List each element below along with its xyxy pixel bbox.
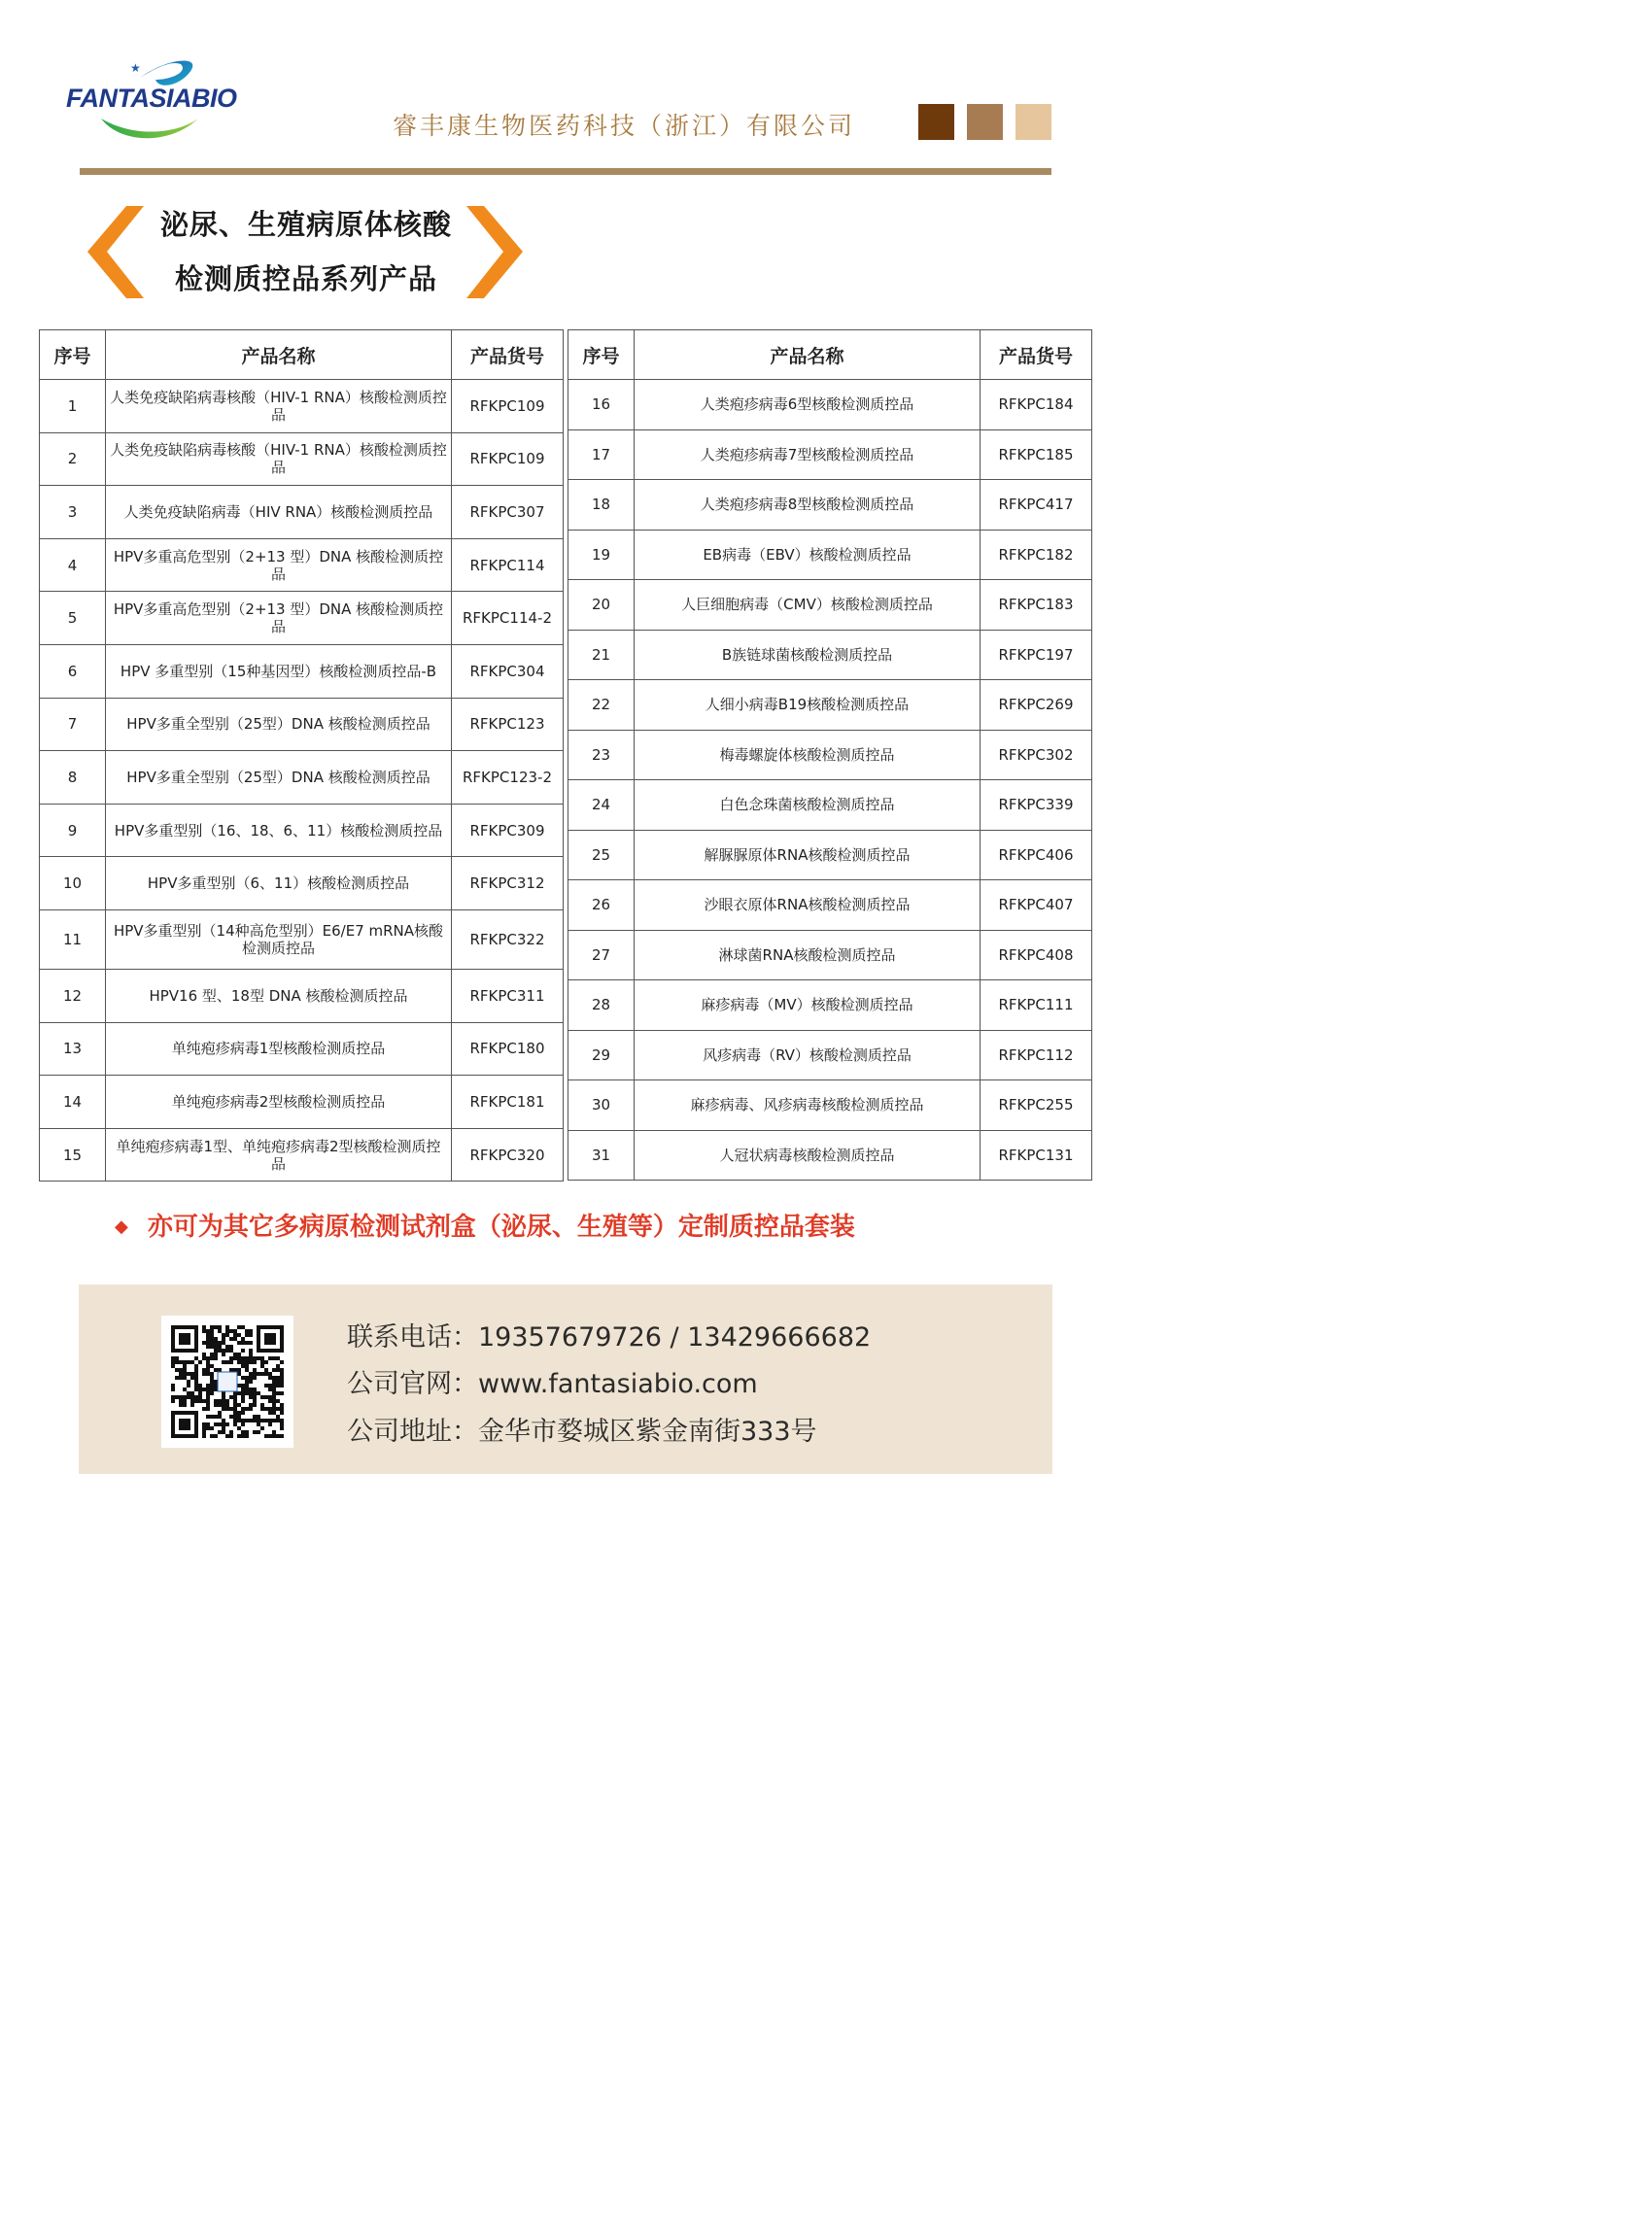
cell-name: 人细小病毒B19核酸检测质控品 — [635, 680, 981, 731]
cell-code: RFKPC309 — [452, 804, 564, 857]
header-code: 产品货号 — [981, 330, 1092, 380]
header-name: 产品名称 — [106, 330, 452, 380]
cell-name: HPV多重高危型别（2+13 型）DNA 核酸检测质控品 — [106, 538, 452, 592]
header-code: 产品货号 — [452, 330, 564, 380]
cell-no: 17 — [568, 429, 635, 480]
cell-no: 15 — [40, 1128, 106, 1182]
table-row — [568, 429, 1092, 480]
diamond-bullet-icon: ◆ — [115, 1216, 128, 1237]
cell-name: 梅毒螺旋体核酸检测质控品 — [635, 730, 981, 780]
table-row — [40, 1128, 564, 1182]
cell-code: RFKPC407 — [981, 880, 1092, 931]
cell-name: HPV多重全型别（25型）DNA 核酸检测质控品 — [106, 751, 452, 805]
svg-text:★: ★ — [130, 61, 141, 75]
table-row — [568, 580, 1092, 631]
cell-no: 14 — [40, 1076, 106, 1129]
table-row — [568, 530, 1092, 580]
cell-code: RFKPC182 — [981, 530, 1092, 580]
cell-no: 10 — [40, 857, 106, 910]
table-row — [40, 1022, 564, 1076]
cell-no: 26 — [568, 880, 635, 931]
cell-code: RFKPC109 — [452, 432, 564, 486]
cell-no: 4 — [40, 538, 106, 592]
cell-no: 27 — [568, 930, 635, 980]
table-row — [40, 857, 564, 910]
cell-name: 人类疱疹病毒8型核酸检测质控品 — [635, 480, 981, 531]
contact-address: 公司地址：金华市婺城区紫金南街333号 — [347, 1417, 817, 1447]
cell-name: 白色念珠菌核酸检测质控品 — [635, 780, 981, 831]
cell-no: 21 — [568, 630, 635, 680]
cell-code: RFKPC311 — [452, 969, 564, 1022]
cell-name: 麻疹病毒（MV）核酸检测质控品 — [635, 980, 981, 1031]
title-line-2: 检测质控品系列产品 — [174, 262, 437, 295]
table-row — [568, 680, 1092, 731]
table-row — [568, 1130, 1092, 1181]
cell-no: 20 — [568, 580, 635, 631]
cell-name: 麻疹病毒、风疹病毒核酸检测质控品 — [635, 1080, 981, 1131]
cell-no: 11 — [40, 909, 106, 969]
cell-no: 7 — [40, 698, 106, 751]
cell-no: 18 — [568, 480, 635, 531]
cell-name: B族链球菌核酸检测质控品 — [635, 630, 981, 680]
page-title — [126, 197, 486, 306]
cell-code: RFKPC320 — [452, 1128, 564, 1182]
header-no: 序号 — [568, 330, 635, 380]
cell-code: RFKPC185 — [981, 429, 1092, 480]
cell-name: 淋球菌RNA核酸检测质控品 — [635, 930, 981, 980]
custom-note — [115, 1207, 855, 1243]
cell-name: HPV多重全型别（25型）DNA 核酸检测质控品 — [106, 698, 452, 751]
cell-name: 人巨细胞病毒（CMV）核酸检测质控品 — [635, 580, 981, 631]
table-row — [568, 780, 1092, 831]
cell-name: 单纯疱疹病毒1型核酸检测质控品 — [106, 1022, 452, 1076]
table-row — [568, 930, 1092, 980]
cell-no: 1 — [40, 380, 106, 433]
product-table-left — [39, 329, 564, 1182]
cell-code: RFKPC307 — [452, 486, 564, 539]
cell-name: 人类疱疹病毒6型核酸检测质控品 — [635, 380, 981, 430]
table-row — [40, 432, 564, 486]
cell-no: 30 — [568, 1080, 635, 1131]
table-row — [40, 969, 564, 1022]
cell-name: 单纯疱疹病毒2型核酸检测质控品 — [106, 1076, 452, 1129]
cell-name: 单纯疱疹病毒1型、单纯疱疹病毒2型核酸检测质控品 — [106, 1128, 452, 1182]
cell-no: 23 — [568, 730, 635, 780]
brand-swatch-mid — [967, 104, 1003, 140]
cell-code: RFKPC114 — [452, 538, 564, 592]
cell-code: RFKPC408 — [981, 930, 1092, 980]
cell-no: 8 — [40, 751, 106, 805]
table-row — [40, 1076, 564, 1129]
table-row — [568, 480, 1092, 531]
cell-no: 22 — [568, 680, 635, 731]
table-row — [568, 880, 1092, 931]
cell-no: 6 — [40, 644, 106, 698]
cell-code: RFKPC111 — [981, 980, 1092, 1031]
cell-code: RFKPC131 — [981, 1130, 1092, 1181]
table-row — [40, 486, 564, 539]
cell-name: 人类免疫缺陷病毒核酸（HIV-1 RNA）核酸检测质控品 — [106, 380, 452, 433]
cell-no: 28 — [568, 980, 635, 1031]
brand-swatch-light — [1015, 104, 1051, 140]
cell-name: 人类疱疹病毒7型核酸检测质控品 — [635, 429, 981, 480]
cell-code: RFKPC312 — [452, 857, 564, 910]
product-table-right — [568, 329, 1092, 1181]
cell-name: 人冠状病毒核酸检测质控品 — [635, 1130, 981, 1181]
cell-name: EB病毒（EBV）核酸检测质控品 — [635, 530, 981, 580]
table-row — [40, 592, 564, 645]
table-row — [40, 804, 564, 857]
cell-name: HPV多重型别（16、18、6、11）核酸检测质控品 — [106, 804, 452, 857]
table-row — [40, 538, 564, 592]
header-divider — [80, 168, 1051, 175]
cell-name: HPV多重型别（6、11）核酸检测质控品 — [106, 857, 452, 910]
cell-code: RFKPC417 — [981, 480, 1092, 531]
table-row — [40, 909, 564, 969]
qr-code-icon — [161, 1316, 293, 1448]
cell-no: 24 — [568, 780, 635, 831]
table-row — [568, 980, 1092, 1031]
cell-code: RFKPC322 — [452, 909, 564, 969]
cell-code: RFKPC255 — [981, 1080, 1092, 1131]
cell-name: 沙眼衣原体RNA核酸检测质控品 — [635, 880, 981, 931]
table-row — [568, 1030, 1092, 1080]
cell-code: RFKPC123 — [452, 698, 564, 751]
table-row — [40, 644, 564, 698]
note-text: 亦可为其它多病原检测试剂盒（泌尿、生殖等）定制质控品套装 — [147, 1213, 855, 1242]
cell-name: HPV 多重型别（15种基因型）核酸检测质控品-B — [106, 644, 452, 698]
cell-name: 人类免疫缺陷病毒核酸（HIV-1 RNA）核酸检测质控品 — [106, 432, 452, 486]
header-no: 序号 — [40, 330, 106, 380]
cell-code: RFKPC269 — [981, 680, 1092, 731]
company-logo — [62, 51, 247, 148]
brand-swatch-dark — [918, 104, 954, 140]
cell-code: RFKPC339 — [981, 780, 1092, 831]
cell-no: 5 — [40, 592, 106, 645]
cell-code: RFKPC109 — [452, 380, 564, 433]
cell-name: 人类免疫缺陷病毒（HIV RNA）核酸检测质控品 — [106, 486, 452, 539]
table-row — [568, 1080, 1092, 1131]
cell-name: 风疹病毒（RV）核酸检测质控品 — [635, 1030, 981, 1080]
cell-name: HPV16 型、18型 DNA 核酸检测质控品 — [106, 969, 452, 1022]
cell-code: RFKPC302 — [981, 730, 1092, 780]
contact-phone: 联系电话：19357679726 / 13429666682 — [347, 1322, 872, 1353]
cell-code: RFKPC114-2 — [452, 592, 564, 645]
cell-no: 12 — [40, 969, 106, 1022]
table-row — [40, 698, 564, 751]
cell-no: 3 — [40, 486, 106, 539]
cell-code: RFKPC123-2 — [452, 751, 564, 805]
contact-website[interactable]: 公司官网：www.fantasiabio.com — [347, 1369, 758, 1399]
cell-no: 19 — [568, 530, 635, 580]
cell-code: RFKPC406 — [981, 830, 1092, 880]
logo-wordmark: FANTASIABIO — [66, 84, 237, 113]
table-row — [40, 751, 564, 805]
cell-name: HPV多重型别（14种高危型别）E6/E7 mRNA核酸检测质控品 — [106, 909, 452, 969]
table-row — [40, 380, 564, 433]
table-row — [568, 630, 1092, 680]
cell-code: RFKPC183 — [981, 580, 1092, 631]
cell-code: RFKPC304 — [452, 644, 564, 698]
header-name: 产品名称 — [635, 330, 981, 380]
table-row — [568, 380, 1092, 430]
chevron-right-icon — [466, 206, 525, 298]
cell-name: HPV多重高危型别（2+13 型）DNA 核酸检测质控品 — [106, 592, 452, 645]
cell-code: RFKPC197 — [981, 630, 1092, 680]
cell-code: RFKPC181 — [452, 1076, 564, 1129]
cell-no: 16 — [568, 380, 635, 430]
cell-no: 9 — [40, 804, 106, 857]
cell-name: 解脲脲原体RNA核酸检测质控品 — [635, 830, 981, 880]
cell-no: 13 — [40, 1022, 106, 1076]
cell-no: 2 — [40, 432, 106, 486]
title-line-1: 泌尿、生殖病原体核酸 — [159, 208, 452, 241]
table-row — [568, 730, 1092, 780]
cell-no: 25 — [568, 830, 635, 880]
cell-code: RFKPC184 — [981, 380, 1092, 430]
cell-no: 31 — [568, 1130, 635, 1181]
cell-code: RFKPC180 — [452, 1022, 564, 1076]
cell-no: 29 — [568, 1030, 635, 1080]
company-name: 睿丰康生物医药科技（浙江）有限公司 — [393, 112, 856, 140]
cell-code: RFKPC112 — [981, 1030, 1092, 1080]
table-row — [568, 830, 1092, 880]
